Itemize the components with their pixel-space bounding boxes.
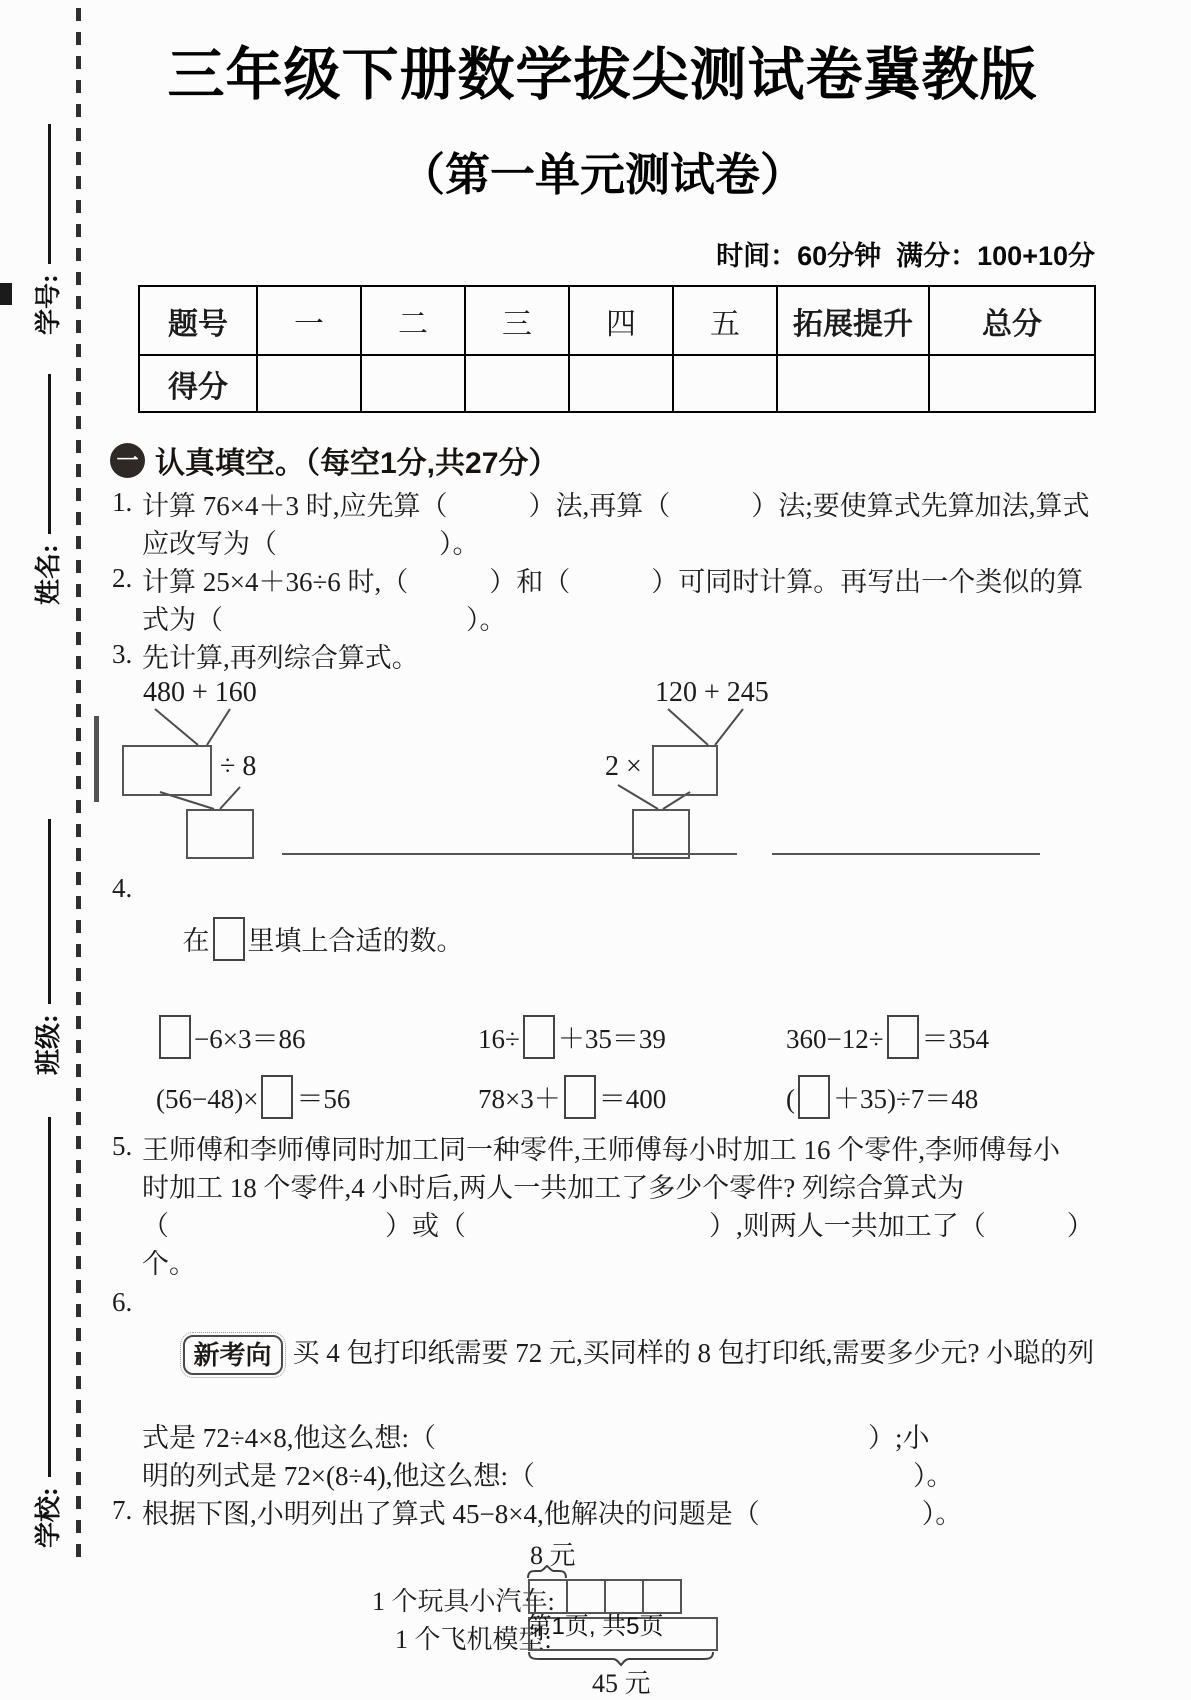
score-col-total: 总分: [929, 286, 1095, 355]
question-5: [110, 1131, 1095, 1283]
equation-5: 78×3＋ ＝400: [478, 1075, 786, 1119]
class-blank-line: [48, 819, 51, 1004]
question-5-line3: （ ）或（ ）,则两人一共加工了（ ）个。: [142, 1211, 1094, 1279]
scan-artifact: [94, 716, 99, 802]
score-cell-empty: [465, 355, 569, 412]
left-result-box: [186, 809, 254, 859]
left-operator: ÷ 8: [220, 751, 257, 782]
scan-artifact: [0, 283, 12, 305]
toy-car-label: 1 个玩具小汽车:: [372, 1587, 555, 1616]
question-2-line1: 计算 25×4＋36÷6 时,（ ）和（ ）可同时计算。再写出一个类似的算: [142, 567, 1084, 597]
question-4-label-pre: 在: [182, 926, 210, 956]
fill-blank-box: [213, 917, 245, 961]
question-1-line1: 计算 76×4＋3 时,应先算（ ）法,再算（ ）法;要使算式先算加法,算式: [142, 491, 1090, 521]
question-7: [110, 1495, 1095, 1533]
question-7-number: 7.: [112, 1495, 133, 1525]
fill-blank-box: [798, 1075, 830, 1119]
equation-3: 360−12÷ ＝354: [786, 1015, 1095, 1059]
new-focus-badge: 新考向: [183, 1335, 283, 1375]
left-sum-expression: 480 + 160: [143, 677, 257, 708]
question-1-line2: 应改写为（ ）。: [142, 529, 480, 559]
score-col-2: 二: [361, 286, 465, 355]
score-cell-empty: [777, 355, 929, 412]
question-6-line2: 式是 72÷4×8,他这么想:（ ）;小: [142, 1423, 930, 1453]
score-table: [138, 285, 1096, 413]
section-one-heading: [110, 439, 1095, 481]
equation-1: −6×3＝86: [156, 1015, 478, 1059]
score-cell-empty: [361, 355, 465, 412]
question-1-number: 1.: [112, 487, 133, 517]
question-6-line1: 买 4 包打印纸需要 72 元,买同样的 8 包打印纸,需要多少元? 小聪的列: [292, 1338, 1095, 1368]
question-1: [110, 487, 1095, 563]
fill-blank-box: [887, 1015, 919, 1059]
question-5-line2: 时加工 18 个零件,4 小时后,两人一共加工了多少个零件? 列综合算式为: [142, 1173, 964, 1203]
student-id-blank-line: [48, 124, 51, 264]
name-blank-line: [48, 374, 51, 534]
question-4-label-post: 里填上合适的数。: [247, 926, 464, 956]
section-one-title: 认真填空。（每空1分,共27分）: [155, 447, 559, 480]
score-col-label: 题号: [139, 286, 257, 355]
score-cell-empty: [569, 355, 673, 412]
question-3: [110, 639, 1095, 677]
score-cell-empty: [929, 355, 1095, 412]
score-col-4: 四: [569, 286, 673, 355]
right-sum-expression: 120 + 245: [655, 677, 769, 708]
page-subtitle: （第一单元测试卷）: [399, 149, 805, 200]
fill-blank-box: [159, 1015, 191, 1059]
flow-diagram-lines: [110, 677, 1095, 873]
left-intermediate-box: [122, 745, 212, 796]
right-answer-line: [772, 853, 1040, 855]
over-brace-shape: [527, 1565, 567, 1579]
student-id-label: 学号:: [34, 274, 63, 335]
right-intermediate-box: [652, 745, 718, 796]
name-label: 姓名:: [34, 544, 63, 605]
question-3-label: 先计算,再列综合算式。: [142, 643, 419, 673]
sidebar-field-class: [28, 819, 65, 1075]
score-col-3: 三: [465, 286, 569, 355]
score-cell-empty: [673, 355, 777, 412]
class-label: 班级:: [34, 1014, 63, 1075]
equation-4: (56−48)× ＝56: [156, 1075, 478, 1119]
question-7-line: 根据下图,小明列出了算式 45−8×4,他解决的问题是（ ）。: [142, 1499, 963, 1529]
question-4: [110, 873, 1095, 1119]
question-2-line2: 式为（ ）。: [142, 605, 507, 635]
school-blank-line: [48, 1117, 51, 1477]
question-2-number: 2.: [112, 563, 133, 593]
page-title: 三年级下册数学拔尖测试卷冀教版: [167, 43, 1038, 107]
total-price-label: 45 元: [592, 1669, 651, 1698]
score-row-label: 得分: [139, 355, 257, 412]
question-3-diagrams: [110, 677, 1095, 873]
score-col-1: 一: [257, 286, 361, 355]
sidebar-field-student-id: [28, 124, 65, 335]
score-col-5: 五: [673, 286, 777, 355]
question-6-number: 6.: [112, 1287, 133, 1317]
question-6-line3: 明的列式是 72×(8÷4),他这么想:（ ）。: [142, 1461, 954, 1491]
seal-dashed-line: [76, 8, 81, 1568]
fill-blank-box: [523, 1015, 555, 1059]
question-3-number: 3.: [112, 639, 133, 669]
question-5-line1: 王师傅和李师傅同时加工同一种零件,王师傅每小时加工 16 个零件,李师傅每小: [142, 1135, 1060, 1165]
score-col-extension: 拓展提升: [777, 286, 929, 355]
equation-2: 16÷ ＋35＝39: [478, 1015, 786, 1059]
question-2: [110, 563, 1095, 639]
fill-blank-box: [261, 1075, 293, 1119]
score-cell-empty: [257, 355, 361, 412]
exam-paper: [110, 40, 1095, 1698]
question-4-equations: [142, 1015, 1095, 1119]
section-one-badge: 一: [110, 443, 145, 478]
exam-info: 时间：60分钟 满分：100+10分: [716, 241, 1095, 271]
fill-blank-box: [564, 1075, 596, 1119]
unit-price-label: 8 元: [530, 1541, 576, 1570]
equation-6: ( ＋35)÷7＝48: [786, 1075, 1095, 1119]
sidebar-field-name: [28, 374, 65, 605]
question-6: [110, 1287, 1095, 1495]
question-5-number: 5.: [112, 1131, 133, 1161]
school-label: 学校:: [34, 1487, 63, 1548]
right-result-box: [632, 809, 690, 859]
plane-model-label: 1 个飞机模型:: [395, 1625, 552, 1654]
question-4-number: 4.: [112, 873, 133, 903]
right-operator: 2 ×: [605, 751, 642, 782]
sidebar-field-school: [28, 1117, 65, 1548]
page-footer: 第1页, 共5页: [527, 1613, 664, 1640]
